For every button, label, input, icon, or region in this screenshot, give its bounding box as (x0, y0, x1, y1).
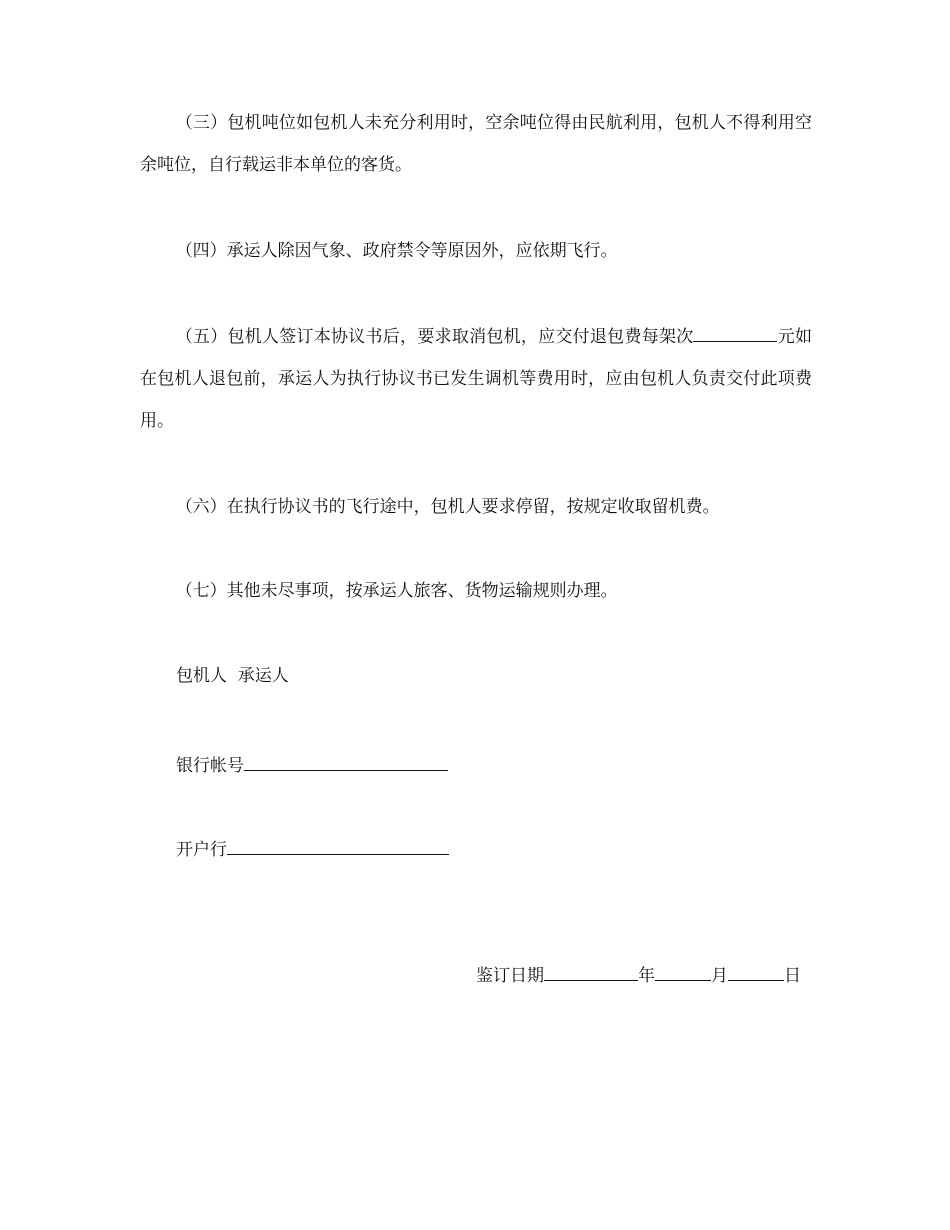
bank-blank[interactable] (227, 836, 449, 855)
year-blank[interactable] (544, 962, 638, 981)
sign-date-label: 鉴订日期 (476, 966, 544, 986)
clause-5 (140, 316, 812, 442)
bank-label: 开户行 (176, 840, 227, 860)
day-blank[interactable] (728, 962, 784, 981)
bank-line (176, 836, 449, 862)
month-label: 月 (711, 966, 728, 986)
bank-account-line (176, 752, 448, 778)
month-blank[interactable] (655, 962, 711, 981)
sign-date-line (476, 962, 801, 988)
clause-6: （六）在执行协议书的飞行途中，包机人要求停留，按规定收取留机费。 (175, 497, 720, 517)
clause-5-text-end: 如在包机人退包前，承运人为执行协议书已发生调机等费用时，应由包机人负责交付此项费用。 (140, 327, 813, 431)
year-label: 年 (638, 966, 655, 986)
bank-account-blank[interactable] (244, 752, 448, 771)
parties-line: 包机人 承运人 (176, 666, 289, 686)
clause-5-text-start: （五）包机人签订本协议书后，要求取消包机，应交付退包费每架次 (175, 327, 694, 347)
refund-fee-blank[interactable] (693, 323, 777, 342)
bank-account-label: 银行帐号 (176, 756, 244, 776)
clause-7: （七）其他未尽事项，按承运人旅客、货物运输规则办理。 (175, 581, 618, 601)
clause-3: （三）包机吨位如包机人未充分利用时，空余吨位得由民航利用，包机人不得利用空余吨位，自行载运非本单位的客货。 (140, 113, 812, 175)
day-label: 日 (784, 966, 801, 986)
clause-5-unit: 元 (777, 327, 796, 347)
clause-4: （四）承运人除因气象、政府禁令等原因外，应依期飞行。 (175, 241, 618, 261)
